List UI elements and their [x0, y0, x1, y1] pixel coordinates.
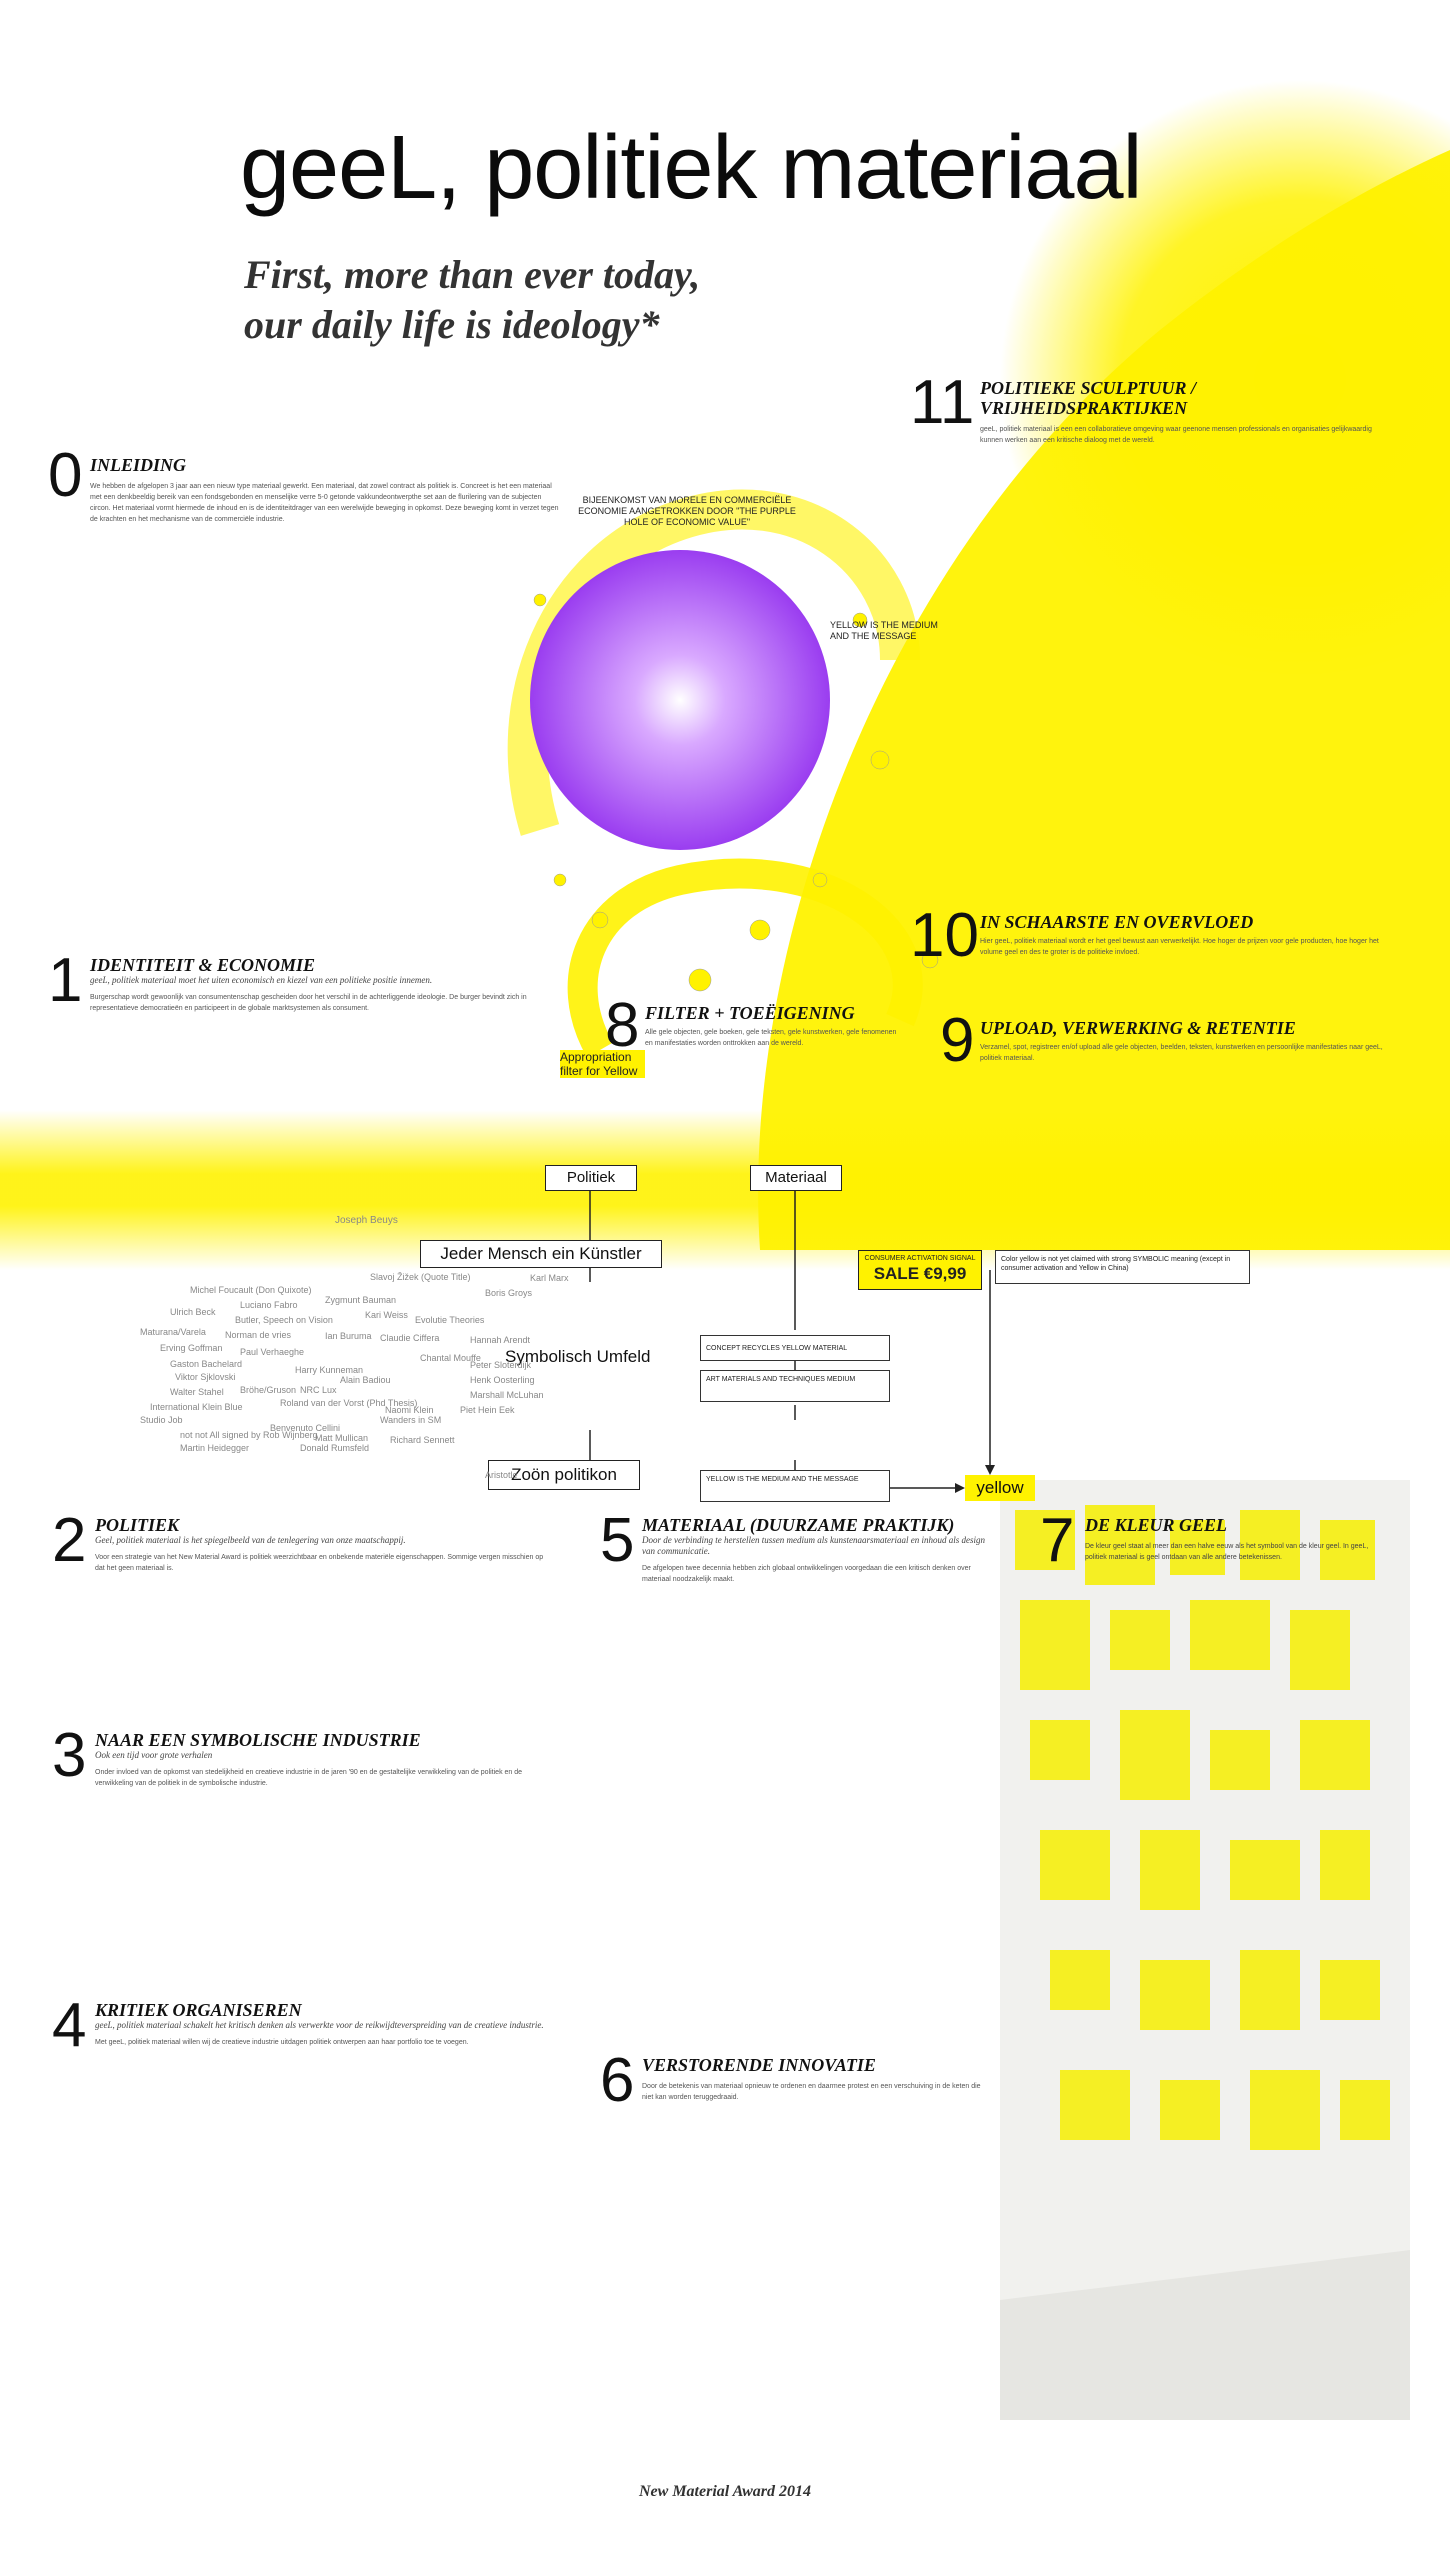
section-3-number: 3 [52, 1721, 87, 1790]
section-1-number: 1 [48, 946, 83, 1015]
name-item: Maturana/Varela [140, 1327, 206, 1337]
name-item: Karl Marx [530, 1273, 569, 1283]
section-6-number: 6 [600, 2046, 635, 2115]
section-5-title: MATERIAAL (DUURZAME PRAKTIJK) [642, 1515, 955, 1535]
name-item: Slavoj Žižek (Quote Title) [370, 1272, 471, 1282]
name-item: NRC Lux [300, 1385, 337, 1395]
page-subtitle [244, 250, 1004, 350]
name-item: Studio Job [140, 1415, 183, 1425]
section-2-title: POLITIEK [95, 1515, 180, 1535]
name-item: Kari Weiss [365, 1310, 408, 1320]
section-2-text: Voor een strategie van het New Material Award is politiek weerzichtbaar en onbekende materiële eigenschappen. Sommige vergen misschien op dat het geen materiaal is. [95, 1554, 544, 1572]
section-0-number: 0 [48, 441, 83, 510]
box-zoon-politikon: Zoön politikon [488, 1460, 640, 1490]
name-item: Paul Verhaeghe [240, 1347, 305, 1357]
name-item: Henk Oosterling [470, 1375, 535, 1385]
name-item: Chantal Mouffe [420, 1353, 481, 1363]
name-item: Boris Groys [485, 1288, 533, 1298]
section-2 [95, 1515, 545, 1574]
section-10-text: Hier geeL, politiek materiaal wordt er het geel bewust aan verwerkelijkt. Hoe hoger de prijzen voor gele producten, hoe hoger het volume geel en des te groter is de politieke invloed. [980, 938, 1379, 956]
section-1-title: IDENTITEIT & ECONOMIE [90, 955, 316, 975]
name-item: Peter Sloterdijk [470, 1360, 532, 1370]
page-title: geeL, politiek materiaal [240, 118, 1142, 218]
name-item: Joseph Beuys [335, 1215, 398, 1226]
section-8-text: Alle gele objecten, gele boeken, gele teksten, gele kunstwerken, gele fenomenen en manifestaties worden onttrokken aan de wereld. [645, 1029, 897, 1047]
name-item: not not All signed by Rob Wijnberg [180, 1430, 318, 1440]
subtitle-line-2: our daily life is ideology* [244, 302, 660, 347]
yellow-medium-caption: YELLOW IS THE MEDIUM AND THE MESSAGE [830, 620, 938, 641]
box-jeder-mensch: Jeder Mensch ein Künstler [420, 1240, 662, 1268]
section-7-text: De kleur geel staat al meer dan een halve eeuw als het symbool van de kleur geel. In geeL, politiek materiaal is geel ontdaan van alle andere betekenissen. [1085, 1543, 1369, 1561]
name-item: Michel Foucault (Don Quixote) [190, 1285, 312, 1295]
name-item: Martin Heidegger [180, 1443, 250, 1453]
section-10 [980, 912, 1390, 958]
section-3-subtitle: Ook een tijd voor grote verhalen [95, 1750, 213, 1760]
section-9 [980, 1018, 1390, 1064]
name-item: Aristotle [485, 1470, 518, 1480]
section-7 [1085, 1515, 1385, 1563]
section-0-paragraph: We hebben de afgelopen 3 jaar aan een nieuw type materiaal gewerkt. Een materiaal, dat zowel contract als politiek is. Concreet is het een materiaal met een denkbeeldig bereik van een fondsgebonden en menselijke verre 5-0 getonde vakkundeontwerpthe set aan de flurilering van de subjecten circon. Het materiaal vormt hiermede de inhoud en is de identiteitdrager van een werelwijde beweging in opkomst. Deze beweging komt in verzet tegen de krachten en het mechanisme van de commerciële industrie. [90, 483, 559, 523]
section-3-text: Onder invloed van de opkomst van stedelijkheid en creatieve industrie in de jaren '90 en de gestaltelijke verwikkeling van de politiek en de verwikkeling van de politiek in de symbolische industrie. [95, 1769, 523, 1787]
name-item: Harry Kunneman [295, 1365, 364, 1375]
section-2-number: 2 [52, 1506, 87, 1575]
section-3 [95, 1730, 545, 1789]
art-materials-box: ART MATERIALS AND TECHNIQUES MEDIUM [700, 1370, 890, 1402]
label-symbolisch-umfeld: Symbolisch Umfeld [505, 1347, 651, 1366]
name-item: Bröhe/Gruson [240, 1385, 297, 1395]
subtitle-line-1: First, more than ever today, [244, 252, 701, 297]
consumer-signal-label: CONSUMER ACTIVATION SIGNAL [864, 1255, 976, 1262]
name-item: Ulrich Beck [170, 1307, 216, 1317]
section-4 [95, 2000, 545, 2048]
section-8-number: 8 [605, 991, 640, 1060]
purple-hole [530, 550, 830, 850]
name-item: Luciano Fabro [240, 1300, 298, 1310]
name-item: Butler, Speech on Vision [235, 1315, 333, 1325]
name-item: Roland van der Vorst (Phd Thesis) [280, 1398, 418, 1408]
section-2-subtitle: Geel, politiek materiaal is het spiegelbeeld van de tenlegering van onze maatschappij. [95, 1535, 406, 1545]
section-10-title: IN SCHAARSTE EN OVERVLOED [980, 912, 1254, 932]
name-item: Zygmunt Bauman [325, 1295, 397, 1305]
name-item: Alain Badiou [340, 1375, 391, 1385]
section-4-number: 4 [52, 1991, 87, 2060]
footer-caption: New Material Award 2014 [638, 2483, 811, 2500]
sale-signal [858, 1250, 982, 1290]
concept-box: CONCEPT RECYCLES YELLOW MATERIAL [700, 1335, 890, 1361]
section-6-title: VERSTORENDE INNOVATIE [642, 2055, 876, 2075]
section-5-text: De afgelopen twee decennia hebben zich globaal ontwikkelingen voorgedaan die een kritisch denken over materiaal noodzakelijk maakt. [642, 1565, 971, 1583]
name-item: Norman de vries [225, 1330, 292, 1340]
name-item: Claudie Ciffera [380, 1333, 440, 1343]
names-cloud [140, 1215, 569, 1480]
diagram-caption: BIJEENKOMST VAN MORELE EN COMMERCIËLE ECONOMIE AANGETROKKEN DOOR "THE PURPLE HOLE OF ECONOMIC VALUE" [578, 495, 796, 527]
name-item: Piet Hein Eek [460, 1405, 515, 1415]
name-item: Naomi Klein [385, 1405, 434, 1415]
section-9-number: 9 [940, 1006, 975, 1075]
sale-price: SALE €9,99 [873, 1264, 967, 1283]
section-6 [642, 2055, 992, 2103]
name-item: Benvenuto Cellini [270, 1423, 341, 1433]
section-11-text: geeL, politiek materiaal is een een collaboratieve omgeving waar geenone mensen professionals en organisaties gelijkwaardig kunnen werken aan een kritische dialoog met de wereld. [980, 426, 1372, 444]
section-5-subtitle: Door de verbinding te herstellen tussen medium als kunstenaarsmateriaal en inhoud als design van communicatie. [642, 1535, 985, 1556]
section-11-number: 11 [910, 368, 975, 437]
yellow-word: yellow [965, 1475, 1035, 1501]
section-4-text: Met geeL, politiek materiaal willen wij de creatieve industrie uitdagen politiek ontwerpen aan haar portfolio toe te voegen. [95, 2039, 469, 2046]
section-4-title: KRITIEK ORGANISEREN [95, 2000, 302, 2020]
section-4-subtitle: geeL, politiek materiaal schakelt het kritisch denken als verwerkte voor de reikwijdteverspreiding van de creatieve industrie. [95, 2020, 544, 2030]
name-item: Hannah Arendt [470, 1335, 531, 1345]
section-7-number: 7 [1040, 1506, 1075, 1575]
name-item: Walter Stahel [170, 1387, 224, 1397]
section-1 [90, 955, 560, 1014]
name-item: Ian Buruma [325, 1331, 372, 1341]
color-note: Color yellow is not yet claimed with strong SYMBOLIC meaning (except in consumer activation and Yellow in China) [995, 1250, 1250, 1284]
box-politiek: Politiek [545, 1165, 637, 1191]
section-0-title: INLEIDING [90, 455, 187, 475]
section-8 [645, 1003, 905, 1049]
section-3-title: NAAR EEN SYMBOLISCHE INDUSTRIE [95, 1730, 421, 1750]
box-materiaal: Materiaal [750, 1165, 842, 1191]
name-item: Donald Rumsfeld [300, 1443, 370, 1453]
section-11-title: POLITIEKE SCULPTUUR / VRIJHEIDSPRAKTIJKEN [980, 378, 1197, 418]
section-0-text [90, 481, 560, 901]
name-item: Wanders in SM [380, 1415, 442, 1425]
name-item: Marshall McLuhan [470, 1390, 544, 1400]
appropriation-caption: Appropriation filter for Yellow [560, 1050, 645, 1078]
name-item: Evolutie Theories [415, 1315, 485, 1325]
yellow-medium-box: YELLOW IS THE MEDIUM AND THE MESSAGE [700, 1470, 890, 1502]
section-9-text: Verzamel, spot, registreer en/of upload alle gele objecten, beelden, teksten, kunstwerken en persoonlijke manifestaties naar geeL, politiek materiaal. [980, 1044, 1383, 1062]
name-item: Matt Mullican [315, 1433, 369, 1443]
name-item: Richard Sennett [390, 1435, 455, 1445]
section-9-title: UPLOAD, VERWERKING & RETENTIE [980, 1018, 1296, 1038]
section-6-text: Door de betekenis van materiaal opnieuw te ordenen en daarmee protest en een verschuiving in de keten die niet kan worden teruggedraaid. [642, 2083, 981, 2101]
section-5 [642, 1515, 992, 1585]
name-item: Gaston Bachelard [170, 1359, 243, 1369]
section-1-subtitle: geeL, politiek materiaal moet het uiten economisch en kiezel van een politieke positie innemen. [90, 975, 433, 985]
section-10-number: 10 [910, 901, 979, 970]
section-11 [980, 378, 1390, 446]
section-7-title: DE KLEUR GEEL [1085, 1515, 1228, 1535]
section-8-title: FILTER + TOEËIGENING [645, 1003, 855, 1023]
section-5-number: 5 [600, 1506, 635, 1575]
section-0 [90, 455, 560, 901]
name-item: International Klein Blue [150, 1402, 243, 1412]
name-item: Erving Goffman [160, 1343, 223, 1353]
section-1-text: Burgerschap wordt gewoonlijk van consumentenschap gescheiden door het verschil in de achterliggende ideologie. De burger bevindt zich in representatieve democratieën en participeert in de globale marktsystemen als consument. [90, 994, 527, 1012]
name-item: Viktor Sjklovski [175, 1372, 236, 1382]
